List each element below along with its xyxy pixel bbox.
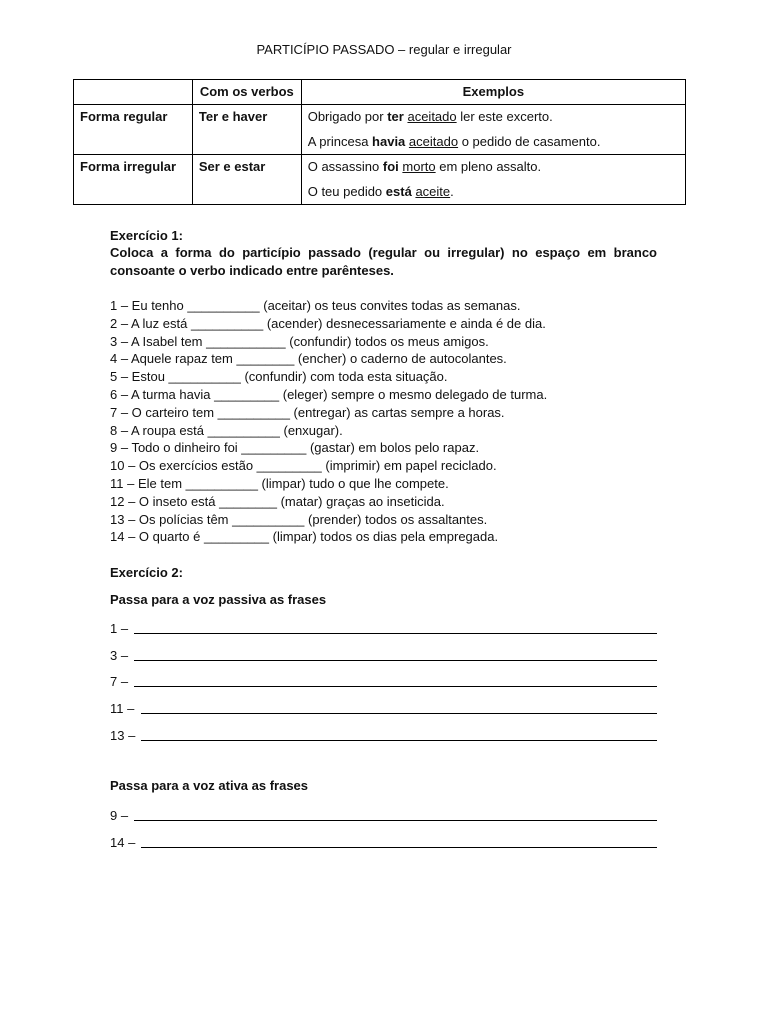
answer-number: 11 – xyxy=(110,701,135,716)
table-header-empty xyxy=(74,80,193,105)
example-post: . xyxy=(450,184,454,199)
example-participle: aceitado xyxy=(407,109,457,124)
list-item: 12 – O inseto está ________ (matar) graças ao inseticida. xyxy=(110,493,445,509)
answer-line xyxy=(110,698,657,716)
answer-line xyxy=(110,832,657,850)
row-label: Forma regular xyxy=(74,105,193,155)
list-item: 6 – A turma havia _________ (eleger) sempre o mesmo delegado de turma. xyxy=(110,386,548,402)
example-participle: aceite xyxy=(415,184,451,199)
example-pre: O teu pedido xyxy=(307,184,386,199)
answer-blank[interactable] xyxy=(141,740,657,741)
example-sentence xyxy=(308,159,679,175)
list-item: 14 – O quarto é _________ (limpar) todos os dias pela empregada. xyxy=(110,529,499,545)
exercise1-instruction: Coloca a forma do particípio passado (regular ou irregular) no espaço em branco consoante o verbo indicado entre parênteses. xyxy=(110,245,657,278)
row-examples xyxy=(301,155,685,205)
list-item: 9 – Todo o dinheiro foi _________ (gastar) em bolos pelo rapaz. xyxy=(110,440,480,456)
example-pre: A princesa xyxy=(307,134,373,149)
example-auxiliary: havia xyxy=(372,134,406,149)
example-auxiliary: está xyxy=(385,184,412,199)
example-auxiliary: foi xyxy=(382,159,399,174)
example-participle: morto xyxy=(402,159,436,174)
exercise1-heading: Exercício 1: xyxy=(110,228,183,243)
passive-voice-instruction: Passa para a voz passiva as frases xyxy=(110,592,327,607)
row-examples xyxy=(301,105,685,155)
answer-line xyxy=(110,671,657,689)
example-sentence xyxy=(308,184,679,200)
table-header-examples: Exemplos xyxy=(301,80,685,105)
answer-line xyxy=(110,725,657,743)
table-row-regular xyxy=(74,105,686,155)
answer-blank[interactable] xyxy=(141,847,657,848)
list-item: 10 – Os exercícios estão _________ (imprimir) em papel reciclado. xyxy=(110,458,497,474)
list-item: 8 – A roupa está __________ (enxugar). xyxy=(110,422,343,438)
list-item: 7 – O carteiro tem __________ (entregar) as cartas sempre a horas. xyxy=(110,404,505,420)
answer-line xyxy=(110,805,657,823)
page-title: PARTICÍPIO PASSADO – regular e irregular xyxy=(256,42,512,57)
example-pre: Obrigado por xyxy=(307,109,388,124)
table-header-row xyxy=(74,80,686,105)
answer-number: 1 – xyxy=(110,621,129,636)
example-participle: aceitado xyxy=(408,134,459,149)
example-post: em pleno assalto. xyxy=(435,159,542,174)
example-post: ler este excerto. xyxy=(456,109,553,124)
answer-blank[interactable] xyxy=(134,820,657,821)
answer-number: 7 – xyxy=(110,674,129,689)
table-header-verbs: Com os verbos xyxy=(192,80,301,105)
row-label: Forma irregular xyxy=(74,155,193,205)
answer-blank[interactable] xyxy=(134,686,657,687)
list-item: 5 – Estou __________ (confundir) com toda esta situação. xyxy=(110,369,448,385)
example-pre: O assassino xyxy=(307,159,383,174)
answer-number: 13 – xyxy=(110,728,136,743)
example-sentence xyxy=(308,134,679,150)
answer-blank[interactable] xyxy=(134,660,657,661)
answer-blank[interactable] xyxy=(134,633,657,634)
answer-number: 3 – xyxy=(110,648,129,663)
list-item: 4 – Aquele rapaz tem ________ (encher) o caderno de autocolantes. xyxy=(110,351,507,367)
example-auxiliary: ter xyxy=(387,109,404,124)
list-item: 11 – Ele tem __________ (limpar) tudo o que lhe compete. xyxy=(110,475,449,491)
row-verbs: Ter e haver xyxy=(192,105,301,155)
participle-table xyxy=(73,79,686,205)
example-post: o pedido de casamento. xyxy=(458,134,601,149)
list-item: 1 – Eu tenho __________ (aceitar) os teus convites todas as semanas. xyxy=(110,298,521,313)
answer-number: 9 – xyxy=(110,808,129,823)
answer-blank[interactable] xyxy=(141,713,657,714)
exercise1-list xyxy=(110,297,657,546)
answer-line xyxy=(110,645,657,663)
row-verbs: Ser e estar xyxy=(192,155,301,205)
example-sentence xyxy=(308,109,679,125)
exercise2-heading: Exercício 2: xyxy=(110,565,183,580)
list-item: 3 – A Isabel tem ___________ (confundir) todos os meus amigos. xyxy=(110,333,489,349)
answer-line xyxy=(110,618,657,636)
table-row-irregular xyxy=(74,155,686,205)
list-item: 2 – A luz está __________ (acender) desnecessariamente e ainda é de dia. xyxy=(110,315,546,331)
list-item: 13 – Os polícias têm __________ (prender) todos os assaltantes. xyxy=(110,511,488,527)
answer-number: 14 – xyxy=(110,835,136,850)
active-voice-instruction: Passa para a voz ativa as frases xyxy=(110,778,309,793)
